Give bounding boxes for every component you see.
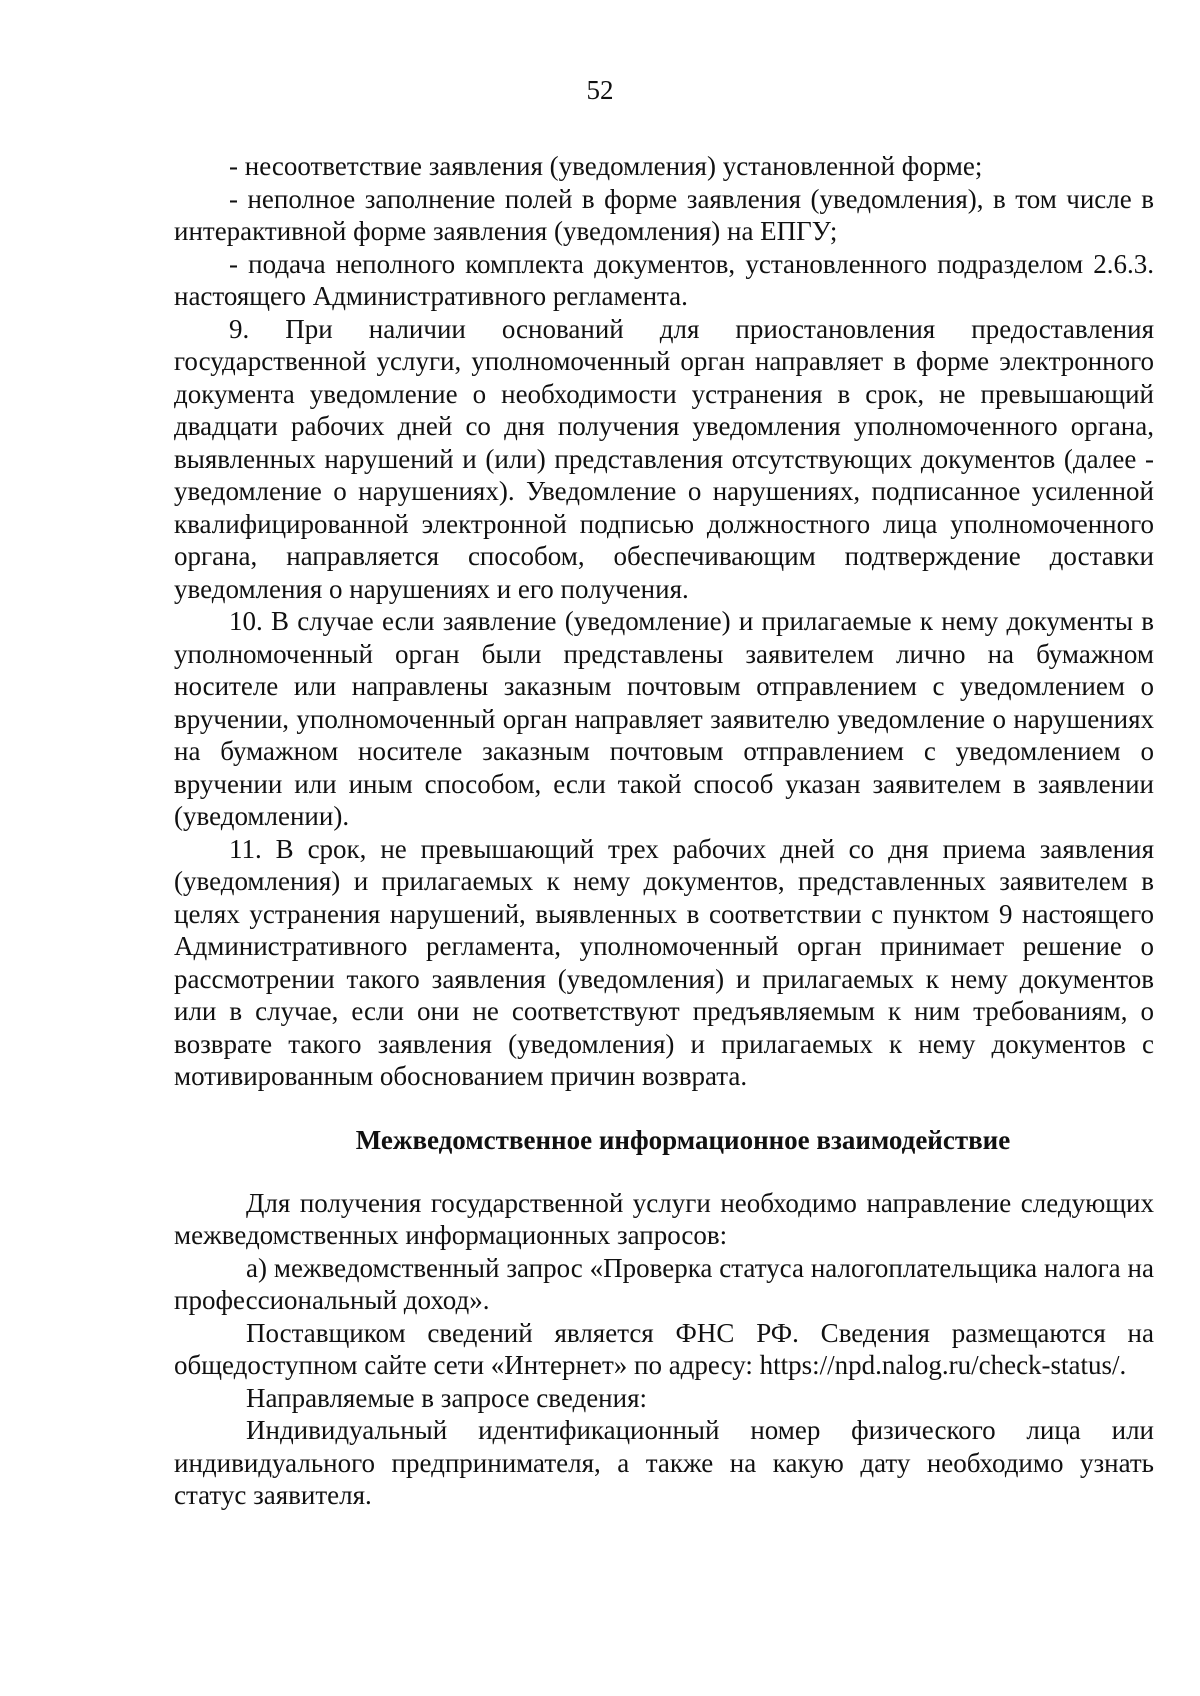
paragraph-item-9: 9. При наличии оснований для приостановления предоставления государственной услуги, уполномоченный орган направляет в форме электронного документа уведомление о необходимости устранения в срок, не превышающий двадцати рабочих дней со дня получения уведомления уполномоченного органа, выявленных нарушений и (или) представления отсутствующих документов (далее - уведомление о нарушениях). Уведомление о нарушениях, подписанное усиленной квалифицированной электронной подписью должностного лица уполномоченного органа, направляется способом, обеспечивающим подтверждение доставки уведомления о нарушениях и его получения. [174,313,1154,604]
paragraph-item-10: 10. В случае если заявление (уведомление) и прилагаемые к нему документы в уполномоченный орган были представлены заявителем лично на бумажном носителе или направлены заказным почтовым отправлением с уведомлением о вручении, уполномоченный орган направляет заявителю уведомление о нарушениях на бумажном носителе заказным почтовым отправлением с уведомлением о вручении или иным способом, если такой способ указан заявителем в заявлении (уведомлении). [174,606,1154,831]
paragraph-sent-data: Индивидуальный идентификационный номер физического лица или индивидуального предпринимателя, а также на какую дату необходимо узнать статус заявителя. [174,1415,1154,1510]
paragraph-item-11: 11. В срок, не превышающий трех рабочих дней со дня приема заявления (уведомления) и прилагаемых к нему документов, представленных заявителем в целях устранения нарушений, выявленных в соответствии с пунктом 9 настоящего Административного регламента, уполномоченный орган принимает решение о рассмотрении такого заявления (уведомления) и прилагаемых к нему документов или в случае, если они не соответствуют предъявляемым к ним требованиям, о возврате такого заявления (уведомления) и прилагаемых к нему документов с мотивированным обоснованием причин возврата. [174,833,1154,1091]
paragraph-incomplete-fields: - неполное заполнение полей в форме заявления (уведомления), в том числе в интерактивной форме заявления (уведомления) на ЕПГУ; [174,183,1154,246]
paragraph-incomplete-documents: - подача неполного комплекта документов, установленного подразделом 2.6.3. настоящего Административного регламента. [174,248,1154,311]
paragraph-request-a: а) межведомственный запрос «Проверка статуса налогоплательщика налога на профессиональный доход». [174,1252,1154,1315]
paragraph-interagency-requests: Для получения государственной услуги необходимо направление следующих межведомственных информационных запросов: [174,1187,1154,1250]
section-heading: Межведомственное информационное взаимодействие [355,1124,1011,1155]
page-number: 52 [586,75,614,105]
document-body [174,150,1154,1512]
paragraph-provider: Поставщиком сведений является ФНС РФ. Сведения размещаются на общедоступном сайте сети «Интернет» по адресу: https://npd.nalog.ru/check-status/. [174,1317,1154,1380]
paragraph-form-mismatch: - несоответствие заявления (уведомления) установленной форме; [229,151,983,181]
paragraph-sent-data-label: Направляемые в запросе сведения: [246,1382,647,1413]
